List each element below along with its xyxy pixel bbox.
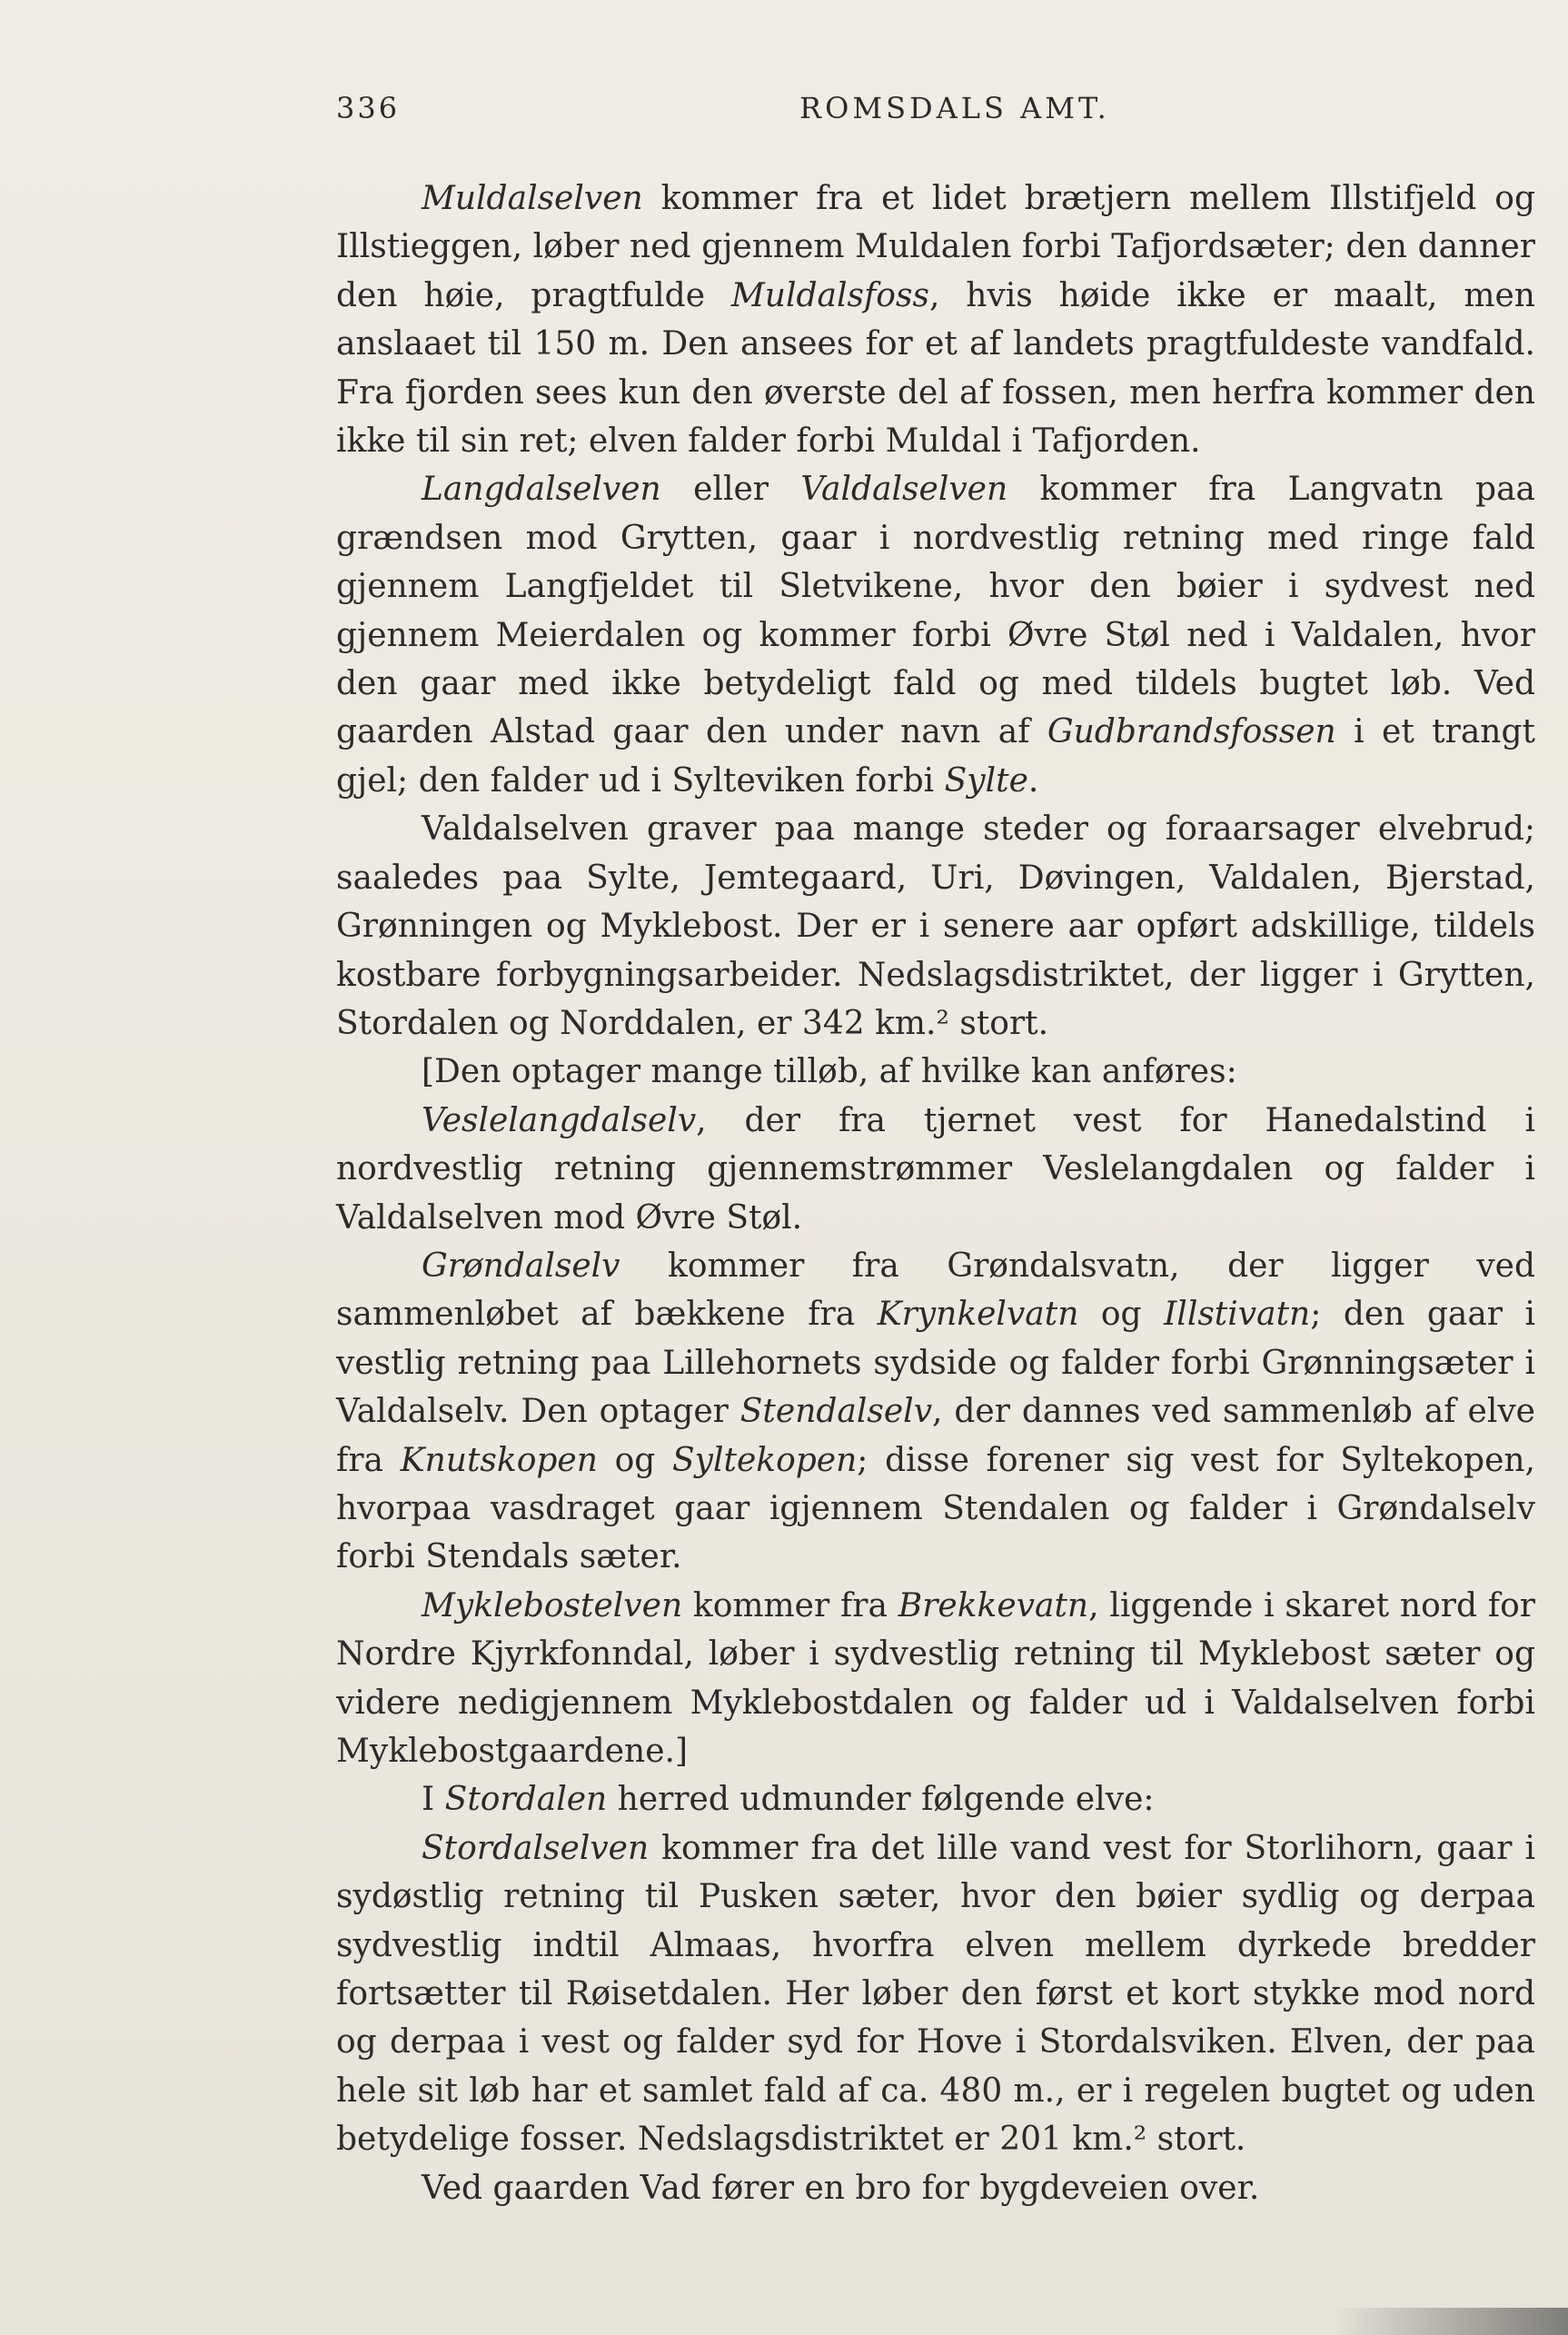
italic-term: Illstivatn xyxy=(1164,1296,1311,1334)
text-run: , hvis høide ikke er maalt, men anslaaet til 150 m. Den ansees for et af landets pragtfuldeste vandfald. Fra fjorden sees kun den øverste del af fossen, men herfra kommer den ikke til sin ret; elven falder forbi Muldal i Tafjorden. xyxy=(336,276,1535,461)
paragraph xyxy=(336,465,1535,805)
text-run: . xyxy=(1027,761,1039,800)
italic-term: Muldalsfoss xyxy=(730,276,929,314)
text-run: [Den optager mange tilløb, af hvilke kan anføres: xyxy=(422,1053,1237,1091)
paragraph xyxy=(336,1048,1535,1096)
text-run: eller xyxy=(660,471,801,509)
paragraph xyxy=(336,1775,1535,1823)
text-run: , liggende i skaret nord for Nordre Kjyrkfonndal, løber i sydvestlig retning til Myklebost sæter og videre nedigjennem Myklebostdalen og falder ud i Valdalselven forbi Myklebostgaardene.] xyxy=(336,1586,1535,1770)
italic-term: Stendalselv xyxy=(739,1393,933,1431)
page-header xyxy=(336,91,1535,127)
page-number: 336 xyxy=(336,91,401,125)
italic-term: Stordalen xyxy=(444,1781,608,1819)
italic-term: Veslelangdalselv xyxy=(422,1101,697,1139)
italic-term: Krynkelvatn xyxy=(877,1296,1079,1334)
text-run: Valdalselven graver paa mange steder og foraarsager elvebrud; saaledes paa Sylte, Jemtegaard, Uri, Døvingen, Valdalen, Bjerstad, Grønningen og Myklebost. Der er i senere aar opført adskillige, tildels kostbare forbygningsarbeider. Nedslagsdistriktet, der ligger i Grytten, Stordalen og Norddalen, er 342 km.² stort. xyxy=(336,810,1535,1042)
paragraph xyxy=(336,174,1535,465)
italic-term: Brekkevatn xyxy=(898,1586,1089,1625)
italic-term: Langdalselven xyxy=(422,471,661,509)
text-run: kommer fra Grøndalsvatn, der ligger ved sammenløbet af bækkene fra xyxy=(336,1247,1535,1334)
text-run: Ved gaarden Vad fører en bro for bygdeveien over. xyxy=(422,2169,1260,2207)
italic-term: Grøndalselv xyxy=(422,1247,620,1285)
paragraph xyxy=(336,2164,1535,2212)
italic-term: Myklebostelven xyxy=(422,1586,683,1625)
paragraph xyxy=(336,1097,1535,1242)
text-run: , der dannes ved sammenløb af elve fra xyxy=(336,1393,1535,1479)
text-run: kommer fra xyxy=(682,1586,898,1625)
text-run: ; den gaar i vestlig retning paa Lillehornets sydside og falder forbi Grønningsæter i Valdalselv. Den optager xyxy=(336,1296,1536,1431)
paragraph xyxy=(336,1824,1535,2164)
text-run: i et trangt gjel; den falder ud i Sylteviken forbi xyxy=(336,713,1535,800)
text-run: herred udmunder følgende elve: xyxy=(607,1781,1155,1819)
italic-term: Knutskopen xyxy=(400,1441,598,1479)
text-run: og xyxy=(597,1441,672,1479)
italic-term: Syltekopen xyxy=(671,1441,858,1479)
text-run: , der fra tjernet vest for Hanedalstind i nordvestlig retning gjennemstrømmer Veslelangdalen og falder i Valdalselven mod Øvre Støl. xyxy=(336,1101,1535,1237)
italic-term: Muldalselven xyxy=(422,180,643,217)
page-corner-shadow xyxy=(1332,2308,1568,2335)
text-run: kommer fra det lille vand vest for Storlihorn, gaar i sydøstlig retning til Pusken sæter, hvor den bøier sydlig og derpaa sydvestlig indtil Almaas, hvorfra elven mellem dyrkede bredder fortsætter til Røisetdalen. Her løber den først et kort stykke mod nord og derpaa i vest og falder syd for Hove i Stordalsviken. Elven, der paa hele sit løb har et samlet fald af ca. 480 m., er i regelen bugtet og uden betydelige fosser. Nedslagsdistriktet er 201 km.² stort. xyxy=(336,1829,1535,2159)
italic-term: Stordalselven xyxy=(422,1829,650,1867)
paragraph xyxy=(336,805,1535,1048)
text-run: kommer fra Langvatn paa grændsen mod Grytten, gaar i nordvestlig retning med ringe fald gjennem Langfjeldet til Sletvikene, hvor den bøier i sydvest ned gjennem Meierdalen og kommer forbi Øvre Støl ned i Valdalen, hvor den gaar med ikke betydeligt fald og med tildels bugtet løb. Ved gaarden Alstad gaar den under navn af xyxy=(336,471,1535,751)
italic-term: Valdalselven xyxy=(800,471,1008,509)
paragraph xyxy=(336,1242,1535,1582)
text-run: ; disse forener sig vest for Syltekopen, hvorpaa vasdraget gaar igjennem Stendalen og falder i Grøndalselv forbi Stendals sæter. xyxy=(336,1441,1536,1576)
italic-term: Gudbrandsfossen xyxy=(1047,713,1336,751)
body-text xyxy=(336,174,1535,2212)
text-run: I xyxy=(422,1781,445,1819)
running-title: ROMSDALS AMT. xyxy=(799,91,1110,125)
paragraph xyxy=(336,1582,1535,1776)
italic-term: Sylte xyxy=(944,761,1028,800)
text-run: og xyxy=(1078,1296,1165,1334)
text-run: kommer fra et lidet brætjern mellem Illstifjeld og Illstieggen, løber ned gjennem Muldalen forbi Tafjordsæter; den danner den høie, pragtfulde xyxy=(336,180,1535,314)
